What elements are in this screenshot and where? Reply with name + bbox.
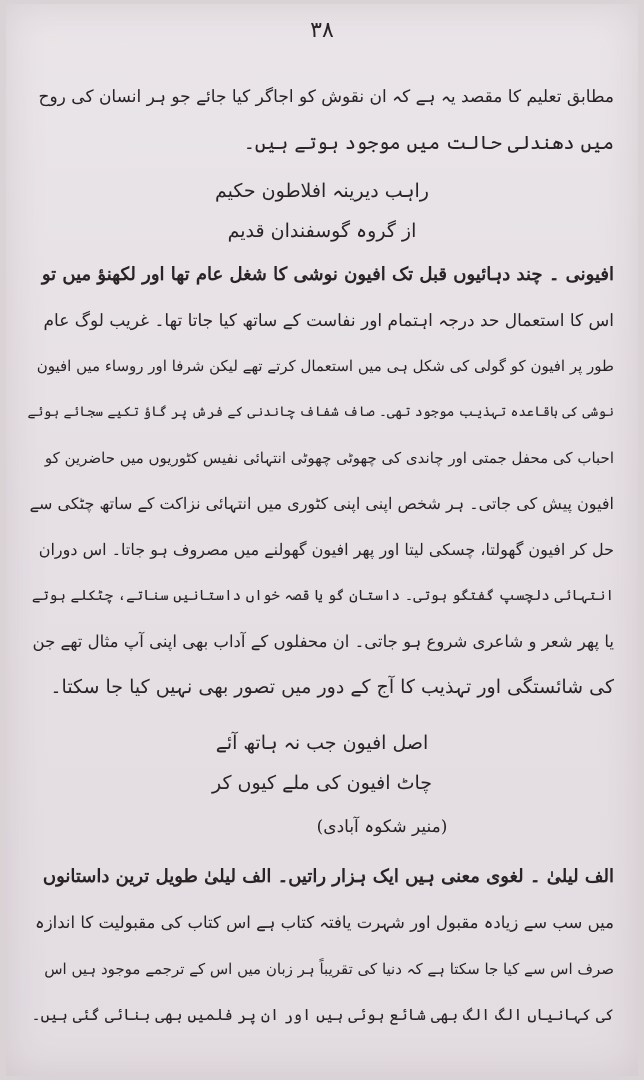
verse-line-1: راہب دیرینہ افلاطون حکیم [215,180,429,202]
couplet-line-1: اصل افیون جب نہ ہاتھ آئے [215,732,429,754]
book-page [6,4,638,1076]
entry-afyooni-first-line: افیونی ۔ چند دہائیوں قبل تک افیون نوشی کا شغل عام تھا اور لکھنؤ میں تو [41,264,614,285]
verse-line-2: از گروہ گوسفندان قدیم [227,220,417,242]
poet-attribution: (منیر شکوہ آبادی) [316,817,448,837]
entry-alif-laila-first-line: الف لیلیٰ ۔ لغوی معنی ہیں ایک ہزار راتیں۔ الف لیلیٰ طویل ترین داستانوں [42,866,614,887]
text-line-10: افیون پیش کی جاتی۔ ہر شخص اپنی اپنی کٹوری میں انتہائی نزاکت کے ساتھ چٹکی سے [29,494,614,513]
page-number: ۳۸ [310,18,334,43]
text-line-13: یا پھر شعر و شاعری شروع ہو جاتی۔ ان محفلوں کے آداب بھی اپنی آپ مثال تھے جن [32,632,614,651]
text-line-6: اس کا استعمال حد درجہ اہتمام اور نفاست کے ساتھ کیا جاتا تھا۔ غریب لوگ عام [43,311,614,331]
couplet-line-2: چاٹ افیون کی ملے کیوں کر [211,772,433,794]
text-line-12: انتہائی دلچسپ گفتگو ہوتی۔ داستان گو یا قصہ خواں داستانیں سناتے، چٹکلے ہوتے [31,588,614,604]
text-line-11: حل کر افیون گھولتا، چسکی لیتا اور پھر افیون گھولنے میں مصروف ہو جاتا۔ اس دوران [38,540,614,559]
text-line-8: نوشی کی باقاعدہ تہذیب موجود تھی۔ صاف شفاف چاندنی کے فرش پر گاؤ تکیے سجائے ہوئے [28,404,614,420]
text-line-14: کی شائستگی اور تہذیب کا آج کے دور میں تصور بھی نہیں کیا جا سکتا۔ [50,676,614,698]
text-line-1: مطابق تعلیم کا مقصد یہ ہے کہ ان نقوش کو اجاگر کیا جائے جو ہر انسان کی روح [38,87,614,107]
text-line-21: کی کہانیاں الگ الگ بھی شائع ہوئی ہیں اور ان پر فلمیں بھی بنائی گئی ہیں۔ [31,1006,614,1024]
text-line-9: احباب کی محفل جمتی اور چاندی کی چھوٹی چھوٹی انتہائی نفیس کٹوریوں میں حاضرین کو [44,449,614,467]
text-line-20: صرف اس سے کیا جا سکتا ہے کہ دنیا کی تقریباً ہر زبان میں اس کے ترجمے موجود ہیں اس [44,960,614,978]
text-line-7: طور پر افیون کو گولی کی شکل ہی میں استعمال کرتے تھے لیکن شرفا اور روساء میں افیون [36,357,614,375]
text-line-19: میں سب سے زیادہ مقبول اور شہرت یافتہ کتاب ہے اس کتاب کی مقبولیت کا اندازہ [35,913,614,932]
text-line-2: میں دھندلی حالت میں موجود ہوتے ہیں۔ [243,132,614,154]
